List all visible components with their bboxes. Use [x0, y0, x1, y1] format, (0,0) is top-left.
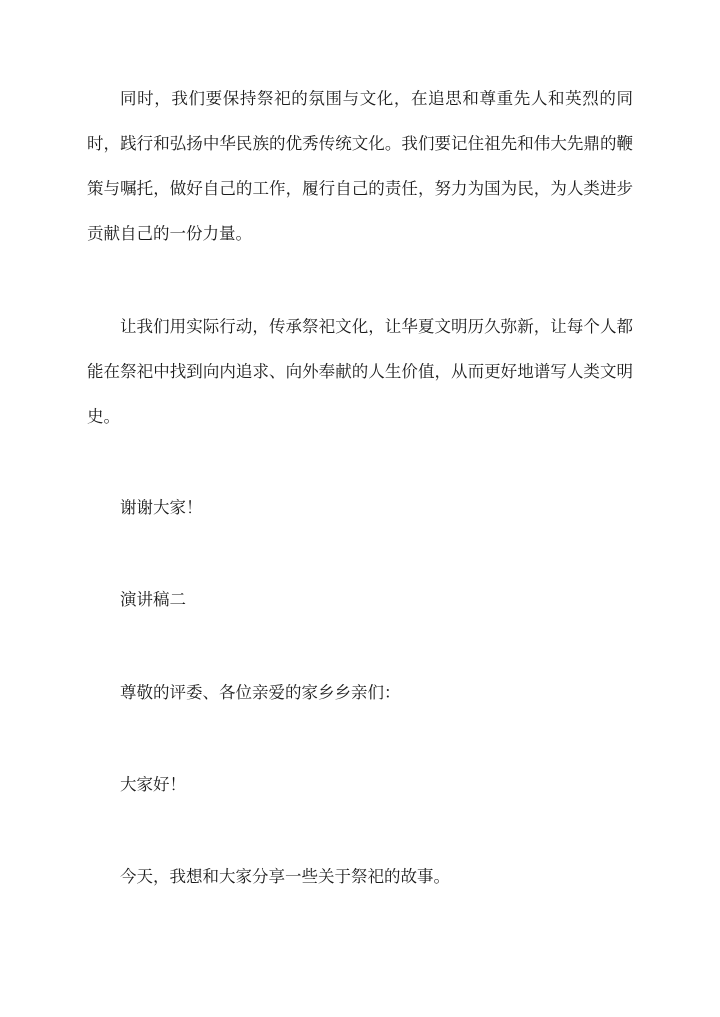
paragraph-call-to-action: 让我们用实际行动，传承祭祀文化，让华夏文明历久弥新，让每个人都能在祭祀中找到向内追求、向外奉献的人生价值，从而更好地谱写人类文明史。 — [87, 317, 633, 426]
paragraph-greeting: 大家好！ — [120, 775, 186, 794]
paragraph-intro: 今天，我想和大家分享一些关于祭祀的故事。 — [120, 867, 450, 886]
paragraph-salutation: 尊敬的评委、各位亲爱的家乡乡亲们： — [120, 683, 401, 702]
paragraph-inherit-culture: 同时，我们要保持祭祀的氛围与文化，在追思和尊重先人和英烈的同时，践行和弘扬中华民族的优秀传统文化。我们要记住祖先和伟大先鼎的鞭策与嘱托，做好自己的工作，履行自己的责任，努力为国为民，为人类进步贡献自己的一份力量。 — [87, 89, 633, 243]
section-heading-speech-two: 演讲稿二 — [120, 590, 186, 609]
paragraph-thanks: 谢谢大家！ — [120, 498, 203, 517]
